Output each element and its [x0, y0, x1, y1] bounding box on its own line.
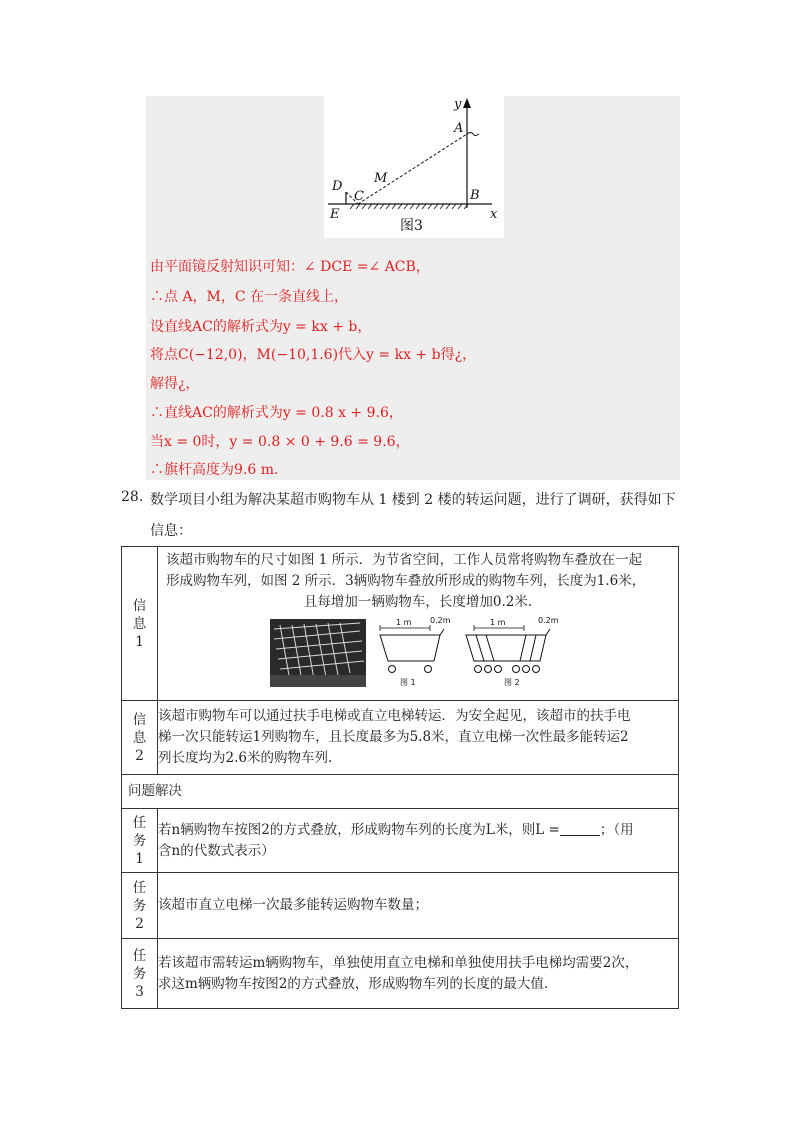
section-row: [122, 775, 679, 809]
solution-line-6: ∴直线AC的解析式为y = 0.8 x + 9.6，: [150, 405, 403, 421]
info-table: [121, 546, 679, 1009]
task-3-label: 任 务 3: [122, 939, 158, 1009]
task-3-line-1: 若该超市需转运m辆购物车，单独使用直立电梯和单独使用扶手电梯均需要2次，: [158, 954, 639, 971]
svg-text:1 m: 1 m: [396, 618, 412, 627]
figure-2-cart-row: [464, 617, 564, 697]
info-row-2: [122, 701, 679, 775]
solution-line-5: 解得¿，: [150, 376, 200, 392]
label-c: C: [354, 189, 364, 204]
figure-1-single-cart: [378, 617, 454, 697]
solution-line-4: 将点C(−12,0)，M(−10,1.6)代入y = kx + b得¿，: [150, 347, 477, 363]
label-x: x: [490, 207, 498, 222]
info-row-1: [122, 547, 679, 701]
info-2-line-2: 梯一次只能转运1列购物车，且长度最多为5.8米，直立电梯一次性最多能转运2: [158, 729, 629, 745]
figure-caption: 图3: [400, 218, 423, 234]
task-row-3: [122, 939, 679, 1009]
task-row-2: [122, 873, 679, 939]
label-d: D: [332, 179, 343, 194]
svg-text:0.2m: 0.2m: [430, 617, 451, 625]
task-3-content: [158, 939, 679, 1009]
question-text-line-1: 数学项目小组为解决某超市购物车从 1 楼到 2 楼的转运问题，进行了调研，获得如下: [150, 492, 676, 508]
answer-blank[interactable]: [560, 821, 600, 836]
label-m: M: [374, 171, 388, 186]
line-ac: [358, 134, 467, 204]
section-title: 问题解决: [122, 775, 679, 809]
task-3-line-2: 求这m辆购物车按图2的方式叠放，形成购物车列的长度的最大值.: [158, 975, 549, 992]
question-text-line-2: 信息：: [150, 523, 192, 539]
question-number: 28.: [121, 489, 144, 505]
task-2-content: 该超市直立电梯一次最多能转运购物车数量；: [158, 873, 679, 939]
task-2-label: 任 务 2: [122, 873, 158, 939]
solution-line-2: ∴点 A，M，C 在一条直线上，: [150, 289, 349, 305]
solution-line-3: 设直线AC的解析式为y = kx + b，: [150, 319, 372, 335]
cart-photo: [270, 619, 366, 687]
info-2-content: [158, 701, 679, 775]
task-1-line-1: 若n辆购物车按图2的方式叠放，形成购物车列的长度为L米，则L =: [158, 821, 560, 838]
task-1-label: 任 务 1: [122, 809, 158, 873]
info-1-line-2: 形成购物车列，如图 2 所示．3辆购物车叠放所形成的购物车列，长度为1.6米，: [166, 573, 646, 589]
info-2-label: 信 息 2: [122, 701, 158, 775]
info-1-content: [158, 547, 679, 701]
task-1-content: [158, 809, 679, 873]
svg-text:1 m: 1 m: [490, 618, 506, 627]
label-b: B: [470, 188, 480, 203]
solution-line-1: 由平面镜反射知识可知：∠ DCE =∠ ACB，: [150, 259, 430, 275]
svg-text:0.2m: 0.2m: [538, 617, 559, 625]
task-1-line-1-end: ；（用: [599, 821, 634, 838]
info-1-figures: [158, 615, 678, 697]
label-a: A: [454, 121, 464, 136]
info-1-line-3: 且每增加一辆购物车，长度增加0.2米.: [303, 594, 533, 610]
figure-1-caption: 图 1: [400, 678, 416, 687]
label-e: E: [330, 207, 340, 222]
figure-3: [324, 96, 504, 238]
info-1-label: 信 息 1: [122, 547, 158, 701]
info-1-line-1: 该超市购物车的尺寸如图 1 所示．为节省空间，工作人员常将购物车叠放在一起: [166, 552, 643, 568]
label-y: y: [454, 97, 462, 112]
solution-line-7: 当x = 0时，y = 0.8 × 0 + 9.6 = 9.6，: [150, 434, 410, 450]
info-2-line-3: 列长度均为2.6米的购物车列.: [158, 750, 333, 766]
task-1-line-2: 含n的代数式表示）: [158, 842, 275, 859]
solution-line-8: ∴旗杆高度为9.6 m．: [150, 462, 288, 478]
figure-2-caption: 图 2: [504, 678, 520, 687]
info-2-line-1: 该超市购物车可以通过扶手电梯或直立电梯转运．为安全起见，该超市的扶手电: [158, 708, 631, 724]
task-row-1: [122, 809, 679, 873]
